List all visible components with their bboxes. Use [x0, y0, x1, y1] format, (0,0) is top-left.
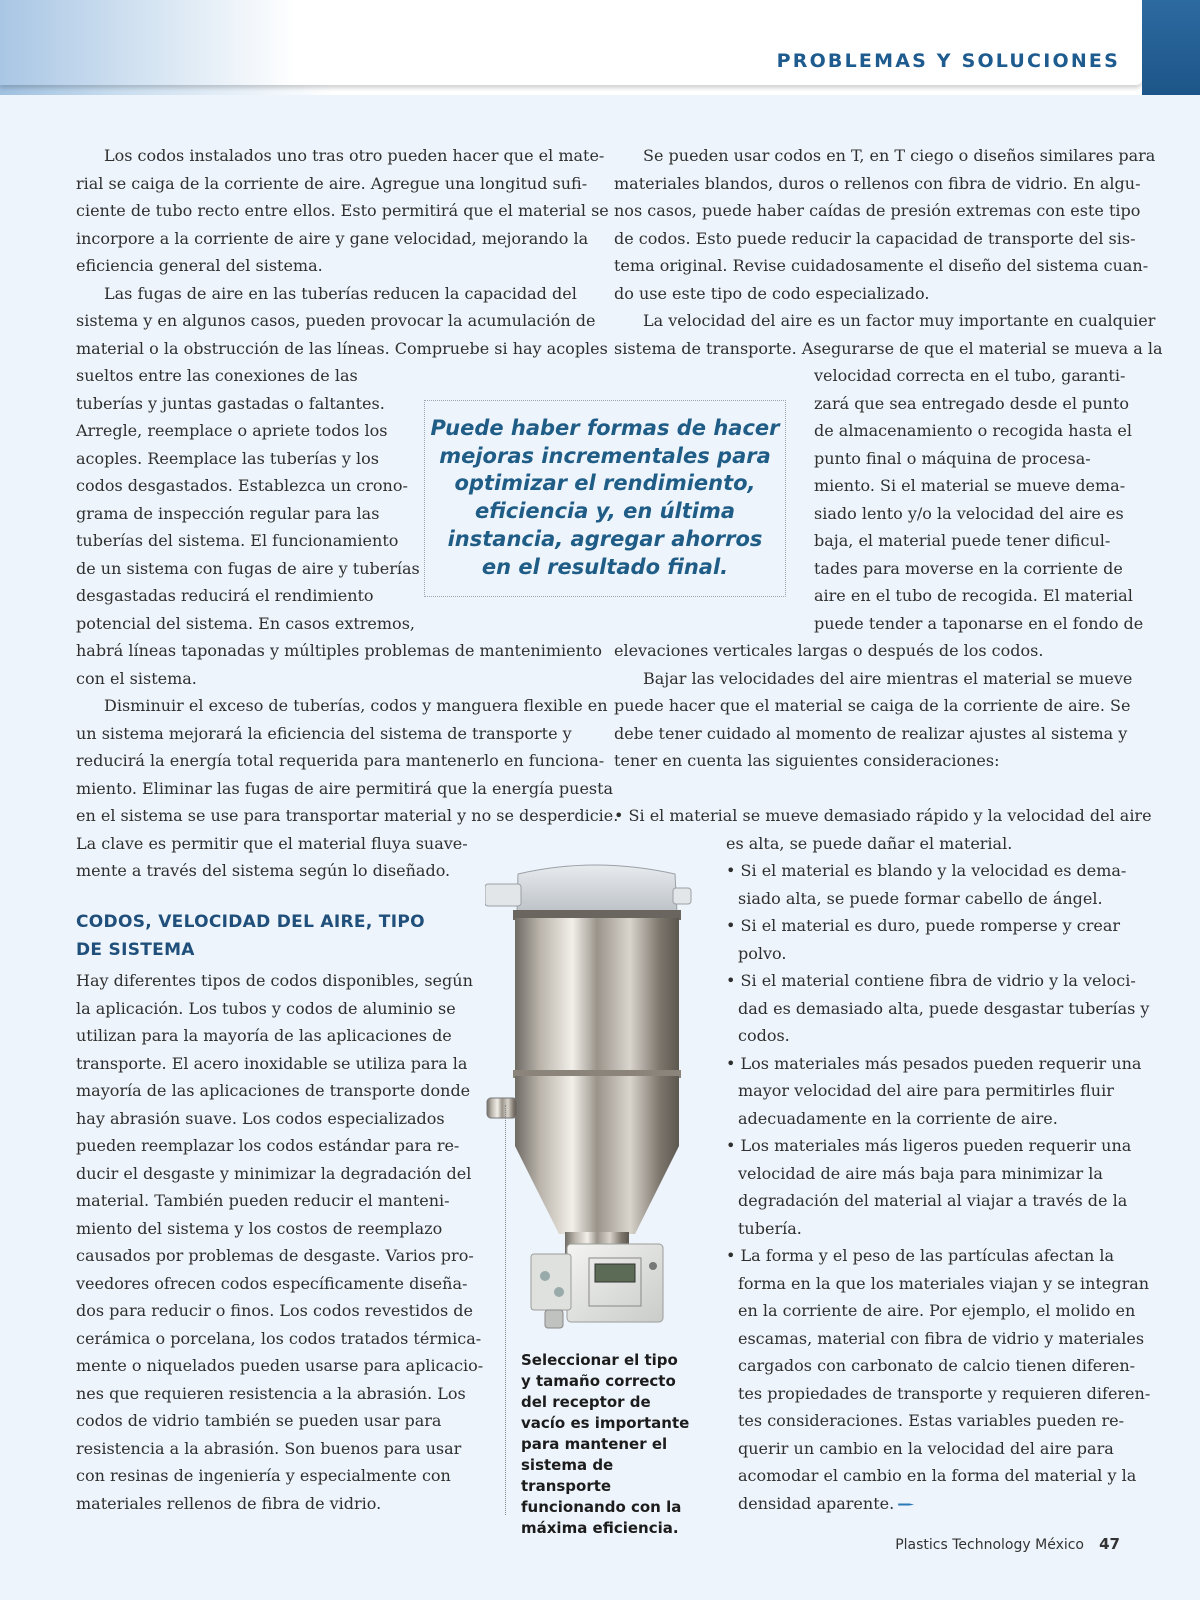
- bullet-text: Si el material es blando y la velocidad es dema-: [740, 861, 1127, 880]
- section-subheading: [76, 909, 425, 964]
- body-line: La clave es permitir que el material fluya suave-: [76, 834, 468, 853]
- body-line: tema original. Revise cuidadosamente el diseño del sistema cuan-: [614, 256, 1149, 275]
- pull-quote-line: en el resultado final.: [481, 554, 729, 579]
- body-line: tuberías del sistema. El funcionamiento: [76, 531, 399, 550]
- body-line: codos desgastados. Establezca un crono-: [76, 476, 408, 495]
- body-line: siado lento y/o la velocidad del aire es: [814, 504, 1124, 523]
- body-line: eficiencia general del sistema.: [76, 256, 323, 275]
- body-line: materiales blandos, duros o rellenos con fibra de vidrio. En algu-: [614, 174, 1141, 193]
- body-line: de un sistema con fugas de aire y tuberías: [76, 559, 420, 578]
- pull-quote-line: Puede haber formas de hacer: [430, 416, 780, 440]
- body-line: resistencia a la abrasión. Son buenos para usar: [76, 1439, 462, 1458]
- body-line: tuberías y juntas gastadas o faltantes.: [76, 394, 385, 413]
- body-line: mayoría de las aplicaciones de transporte donde: [76, 1081, 471, 1100]
- bullet-continuation: dad es demasiado alta, puede desgastar tuberías y: [738, 999, 1150, 1018]
- bullet-continuation: mayor velocidad del aire para permitirles fluir: [738, 1081, 1114, 1100]
- body-line: transporte. El acero inoxidable se utiliza para la: [76, 1054, 468, 1073]
- bullet-continuation: escamas, material con fibra de vidrio y materiales: [738, 1329, 1145, 1348]
- pull-quote-text: [425, 415, 785, 581]
- body-line: utilizan para la mayoría de las aplicaciones de: [76, 1026, 452, 1045]
- body-line: de codos. Esto puede reducir la capacidad de transporte del sis-: [614, 229, 1136, 248]
- bullet-continuation: acomodar el cambio en la forma del material y la: [738, 1466, 1137, 1485]
- caption-line: vacío es importante: [521, 1414, 690, 1432]
- bullet-continuation: velocidad de aire más baja para minimizar la: [738, 1164, 1103, 1183]
- body-line: un sistema mejorará la eficiencia del sistema de transporte y: [76, 724, 572, 743]
- pull-quote: [424, 400, 786, 597]
- pull-quote-line: instancia, agregar ahorros: [447, 526, 763, 551]
- body-line: Se pueden usar codos en T, en T ciego o diseños similares para: [643, 146, 1156, 165]
- bullet-continuation: codos.: [738, 1026, 790, 1045]
- page-number: 47: [1099, 1535, 1120, 1553]
- body-line: miento del sistema y los costos de reemplazo: [76, 1219, 443, 1238]
- body-line: acoples. Reemplace las tuberías y los: [76, 449, 379, 468]
- body-line: velocidad correcta en el tubo, garanti-: [814, 366, 1126, 385]
- body-line: codos de vidrio también se pueden usar para: [76, 1411, 442, 1430]
- publication-name: Plastics Technology México: [895, 1537, 1084, 1553]
- image-caption: [521, 1350, 706, 1539]
- discharge-cone: [515, 1146, 679, 1234]
- bullet-text: La forma y el peso de las partículas afectan la: [740, 1246, 1115, 1265]
- end-of-article-icon: [898, 1502, 914, 1507]
- body-line: mente a través del sistema según lo diseñado.: [76, 861, 451, 880]
- body-line: materiales rellenos de fibra de vidrio.: [76, 1494, 382, 1513]
- body-line: elevaciones verticales largas o después de los codos.: [614, 641, 1044, 660]
- bullet-continuation: cargados con carbonato de calcio tienen diferen-: [738, 1356, 1136, 1375]
- header-panel: [0, 0, 1142, 85]
- pull-quote-line: eficiencia y, en última: [474, 499, 736, 524]
- body-line: habrá líneas taponadas y múltiples problemas de mantenimiento: [76, 641, 602, 660]
- body-line: tades para moverse en la corriente de: [814, 559, 1123, 578]
- body-line: ciente de tubo recto entre ellos. Esto permitirá que el material se: [76, 201, 609, 220]
- body-line: nes que requieren resistencia a la abrasión. Los: [76, 1384, 466, 1403]
- body-line: causados por problemas de desgaste. Varios pro-: [76, 1246, 474, 1265]
- body-line: miento. Eliminar las fugas de aire permitirá que la energía puesta: [76, 779, 614, 798]
- bullet-item: • Si el material se mueve demasiado rápido y la velocidad del aire: [614, 806, 1152, 825]
- body-line: hay abrasión suave. Los codos especializados: [76, 1109, 445, 1128]
- bullet-continuation: es alta, se puede dañar el material.: [726, 834, 1013, 853]
- upper-cylinder: [515, 918, 679, 1074]
- pull-quote-line: mejoras incrementales para: [439, 443, 771, 468]
- body-line: punto final o máquina de procesa-: [814, 449, 1091, 468]
- bullet-continuation: forma en la que los materiales viajan y se integran: [738, 1274, 1150, 1293]
- bullet-text: Los materiales más pesados pueden requerir una: [740, 1054, 1142, 1073]
- valve-fitting: [540, 1271, 550, 1281]
- body-line: rial se caiga de la corriente de aire. Agregue una longitud sufi-: [76, 174, 588, 193]
- body-line: grama de inspección regular para las: [76, 504, 380, 523]
- vacuum-receiver-image: [485, 862, 715, 1342]
- body-line: do use este tipo de codo especializado.: [614, 284, 930, 303]
- body-line: tener en cuenta las siguientes consideraciones:: [614, 751, 1000, 770]
- bullet-continuation: tubería.: [738, 1219, 802, 1238]
- caption-line: del receptor de: [521, 1393, 651, 1411]
- bullet-continuation: polvo.: [738, 944, 787, 963]
- caption-line: funcionando con la: [521, 1498, 682, 1516]
- bullet-item: • Si el material es blando y la velocidad es dema-: [726, 861, 1127, 880]
- hose-outlet: [545, 1310, 563, 1328]
- body-line: Disminuir el exceso de tuberías, codos y manguera flexible en: [104, 696, 608, 715]
- body-line: desgastadas reducirá el rendimiento: [76, 586, 374, 605]
- lower-cylinder: [515, 1076, 679, 1146]
- bullet-item: • Si el material es duro, puede romperse y crear: [726, 916, 1121, 935]
- body-line: la aplicación. Los tubos y codos de aluminio se: [76, 999, 456, 1018]
- body-line: debe tener cuidado al momento de realizar ajustes al sistema y: [614, 724, 1128, 743]
- body-line: puede tender a taponarse en el fondo de: [814, 614, 1144, 633]
- header-accent-block: [1142, 0, 1200, 95]
- body-line: Bajar las velocidades del aire mientras el material se mueve: [643, 669, 1133, 688]
- body-line: La velocidad del aire es un factor muy importante en cualquier: [643, 311, 1156, 330]
- bullet-continuation: tes propiedades de transporte y requieren diferen-: [738, 1384, 1151, 1403]
- subheading-line: CODOS, VELOCIDAD DEL AIRE, TIPO: [76, 912, 425, 932]
- caption-line: Seleccionar el tipo: [521, 1351, 678, 1369]
- bullet-continuation: [738, 1490, 914, 1518]
- body-line: con resinas de ingeniería y especialmente con: [76, 1466, 451, 1485]
- section-title: PROBLEMAS Y SOLUCIONES: [776, 50, 1120, 72]
- body-line: veedores ofrecen codos específicamente diseña-: [76, 1274, 468, 1293]
- body-line: reducirá la energía total requerida para mantenerlo en funciona-: [76, 751, 605, 770]
- bullet-item: • Los materiales más pesados pueden requerir una: [726, 1054, 1142, 1073]
- caption-line: sistema de transporte: [521, 1456, 614, 1495]
- bullet-continuation: adecuadamente en la corriente de aire.: [738, 1109, 1058, 1128]
- body-line: aire en el tubo de recogida. El material: [814, 586, 1133, 605]
- control-display: [595, 1264, 635, 1282]
- body-line: Hay diferentes tipos de codos disponibles, según: [76, 971, 473, 990]
- side-port: [487, 1098, 517, 1118]
- body-line: puede hacer que el material se caiga de la corriente de aire. Se: [614, 696, 1131, 715]
- bullet-text: Si el material se mueve demasiado rápido y la velocidad del aire: [628, 806, 1152, 825]
- body-line: ducir el desgaste y minimizar la degradación del: [76, 1164, 472, 1183]
- body-line: material o la obstrucción de las líneas. Compruebe si hay acoples: [76, 339, 608, 358]
- body-line: pueden reemplazar los codos estándar para re-: [76, 1136, 460, 1155]
- valve-block: [531, 1254, 571, 1310]
- body-line: con el sistema.: [76, 669, 197, 688]
- body-line: material. También pueden reducir el manteni-: [76, 1191, 450, 1210]
- body-line: dos para reducir o finos. Los codos revestidos de: [76, 1301, 473, 1320]
- body-line: potencial del sistema. En casos extremos,: [76, 614, 415, 633]
- body-line: Arregle, reemplace o apriete todos los: [76, 421, 388, 440]
- body-line: Las fugas de aire en las tuberías reducen la capacidad del: [104, 284, 577, 303]
- body-line: sistema de transporte. Asegurarse de que el material se mueva a la: [614, 339, 1163, 358]
- bullet-text: Si el material contiene fibra de vidrio y la veloci-: [740, 971, 1136, 990]
- bullet-item: • Si el material contiene fibra de vidrio y la veloci-: [726, 971, 1136, 990]
- bullet-text: densidad aparente.: [738, 1494, 895, 1513]
- body-line: de almacenamiento o recogida hasta el: [814, 421, 1132, 440]
- caption-rule: [505, 1105, 506, 1515]
- bullet-continuation: en la corriente de aire. Por ejemplo, el molido en: [738, 1301, 1136, 1320]
- body-line: cerámica o porcelana, los codos tratados térmica-: [76, 1329, 482, 1348]
- subheading-line: DE SISTEMA: [76, 939, 195, 960]
- body-line: nos casos, puede haber caídas de presión extremas con este tipo: [614, 201, 1141, 220]
- control-knob: [649, 1262, 657, 1270]
- body-line: en el sistema se use para transportar material y no se desperdicie.: [76, 806, 619, 825]
- body-line: mente o niquelados pueden usarse para aplicacio-: [76, 1356, 484, 1375]
- side-inlet-right: [673, 888, 691, 904]
- caption-line: máxima eficiencia.: [521, 1519, 679, 1537]
- bullet-continuation: tes consideraciones. Estas variables pueden re-: [738, 1411, 1124, 1430]
- body-line: sistema y en algunos casos, pueden provocar la acumulación de: [76, 311, 596, 330]
- caption-line: para mantener el: [521, 1435, 668, 1453]
- valve-fitting: [554, 1287, 564, 1297]
- bullet-item: • Los materiales más ligeros pueden requerir una: [726, 1136, 1132, 1155]
- bullet-text: Los materiales más ligeros pueden requerir una: [740, 1136, 1132, 1155]
- body-line: incorpore a la corriente de aire y gane velocidad, mejorando la: [76, 229, 589, 248]
- side-inlet-left: [485, 884, 521, 906]
- pull-quote-line: optimizar el rendimiento,: [454, 471, 756, 496]
- body-line: zará que sea entregado desde el punto: [814, 394, 1130, 413]
- body-line: baja, el material puede tener dificul-: [814, 531, 1111, 550]
- bullet-text: Si el material es duro, puede romperse y crear: [740, 916, 1121, 935]
- bullet-continuation: querir un cambio en la velocidad del aire para: [738, 1439, 1114, 1458]
- bullet-continuation: siado alta, se puede formar cabello de ángel.: [738, 889, 1103, 908]
- bullet-item: • La forma y el peso de las partículas afectan la: [726, 1246, 1115, 1265]
- body-line: miento. Si el material se mueve dema-: [814, 476, 1126, 495]
- control-box: [567, 1244, 663, 1322]
- body-line: sueltos entre las conexiones de las: [76, 366, 358, 385]
- body-line: Los codos instalados uno tras otro pueden hacer que el mate-: [104, 146, 605, 165]
- caption-line: y tamaño correcto: [521, 1372, 676, 1390]
- bullet-continuation: degradación del material al viajar a través de la: [738, 1191, 1128, 1210]
